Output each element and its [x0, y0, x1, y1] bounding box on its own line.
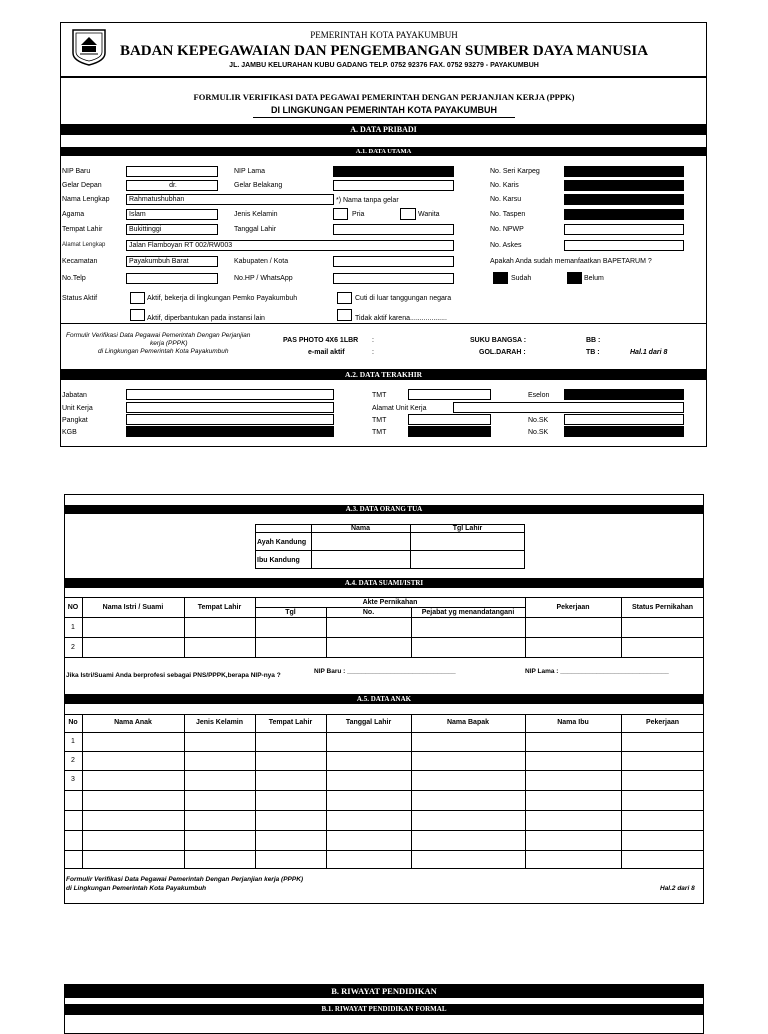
- spouse-header-akte: Akte Pernikahan: [362, 599, 418, 606]
- alamat-field[interactable]: Jalan Flamboyan RT 002/RW003: [126, 240, 454, 251]
- parents-row-ayah: Ayah Kandung: [257, 539, 307, 546]
- b1-bar: B.1. RIWAYAT PENDIDIKAN FORMAL: [64, 1004, 704, 1015]
- spouse-nip-question: Jika Istri/Suami Anda berprofesi sebagai PNS/PPPK,berapa NIP-nya ?: [66, 672, 281, 679]
- diperbantukan-checkbox[interactable]: [130, 309, 145, 321]
- nosk-2-field[interactable]: [564, 426, 684, 437]
- note2-line2: di Lingkungan Pemerintah Kota Payakumbuh: [66, 885, 207, 892]
- label-tmt-2: TMT: [372, 417, 387, 424]
- wanita-checkbox[interactable]: [400, 208, 416, 220]
- aktif-pemko-checkbox[interactable]: [130, 292, 145, 304]
- label-unit-kerja: Unit Kerja: [62, 405, 93, 412]
- label-tempat-lahir: Tempat Lahir: [62, 226, 103, 233]
- sudah-checkbox[interactable]: [493, 272, 508, 284]
- label-tmt-3: TMT: [372, 429, 387, 436]
- photo-label: PAS PHOTO 4X6 1LBR: [283, 337, 359, 344]
- photo-colon: :: [372, 337, 374, 344]
- label-nohp: No.HP / WhatsApp: [234, 275, 293, 282]
- suku-label: SUKU BANGSA :: [470, 337, 527, 344]
- note1-line1: Formulir Verifikasi Data Pegawai Pemerintah Dengan Perjanjian: [66, 332, 251, 339]
- children-row-rule-1: [64, 751, 704, 752]
- label-status-aktif: Status Aktif: [62, 295, 98, 302]
- section-a-bar: A. DATA PRIBADI: [60, 124, 707, 135]
- children-col-rule-7: [621, 714, 622, 869]
- label-nama-lengkap: Nama Lengkap: [62, 196, 110, 203]
- pangkat-field[interactable]: [126, 414, 334, 425]
- gov-line: PEMERINTAH KOTA PAYAKUMBUH: [310, 30, 458, 40]
- nosk-1-field[interactable]: [564, 414, 684, 425]
- label-pangkat: Pangkat: [62, 417, 88, 424]
- tidak-aktif-checkbox[interactable]: [337, 309, 352, 321]
- label-agama: Agama: [62, 211, 85, 218]
- label-jabatan: Jabatan: [62, 392, 87, 399]
- label-kabupaten: Kabupaten / Kota: [234, 258, 289, 265]
- children-header-ibu: Nama Ibu: [557, 719, 589, 726]
- children-row-rule-3: [64, 790, 704, 791]
- gelar-depan-field[interactable]: dr.: [126, 180, 218, 191]
- spouse-header-tgl: Tgl: [285, 609, 296, 616]
- belum-checkbox[interactable]: [567, 272, 582, 284]
- label-npwp: No. NPWP: [490, 226, 524, 233]
- label-cuti: Cuti di luar tanggungan negara: [355, 295, 452, 302]
- label-kecamatan: Kecamatan: [62, 258, 98, 265]
- children-col-rule-4: [326, 714, 327, 869]
- section-b-bar: B. RIWAYAT PENDIDIKAN: [64, 985, 704, 998]
- askes-field[interactable]: [564, 240, 684, 251]
- cuti-checkbox[interactable]: [337, 292, 352, 304]
- a1-bar: A.1. DATA UTAMA: [60, 147, 707, 156]
- nama-lengkap-field[interactable]: Rahmatushubhan: [126, 194, 334, 205]
- label-karsu: No. Karsu: [490, 196, 522, 203]
- form-title: FORMULIR VERIFIKASI DATA PEGAWAI PEMERINTAH DENGAN PERJANJIAN KERJA (PPPK): [193, 92, 575, 102]
- children-col-rule-1: [82, 714, 83, 869]
- spouse-header-status: Status Pernikahan: [631, 604, 694, 611]
- a5-bar: A.5. DATA ANAK: [64, 694, 704, 704]
- label-nama-tanpa-gelar: *) Nama tanpa gelar: [336, 197, 399, 204]
- karis-field[interactable]: [564, 180, 684, 191]
- children-row-no-2: 2: [71, 757, 75, 764]
- page1-number: Hal.1 dari 8: [630, 349, 668, 356]
- karsu-field[interactable]: [564, 194, 684, 205]
- label-askes: No. Askes: [490, 242, 522, 249]
- parents-header-tgl: Tgl Lahir: [452, 525, 483, 532]
- label-jenis-kelamin: Jenis Kelamin: [234, 211, 278, 218]
- spouse-header-nama: Nama Istri / Suami: [102, 604, 164, 611]
- children-header-pekerjaan: Pekerjaan: [645, 719, 680, 726]
- children-header-no: No: [68, 719, 78, 726]
- label-belum: Belum: [584, 275, 604, 282]
- label-tmt-1: TMT: [372, 392, 387, 399]
- label-sudah: Sudah: [511, 275, 532, 282]
- gelar-belakang-field[interactable]: [333, 180, 454, 191]
- children-col-rule-6: [525, 714, 526, 869]
- children-row-no-1: 1: [71, 738, 75, 745]
- npwp-field[interactable]: [564, 224, 684, 235]
- children-header-bapak: Nama Bapak: [446, 719, 490, 726]
- spouse-header-pekerjaan: Pekerjaan: [556, 604, 590, 611]
- a4-bar: A.4. DATA SUAMI/ISTRI: [64, 578, 704, 588]
- footer1-rule: [60, 323, 707, 324]
- kabupaten-field[interactable]: [333, 256, 454, 267]
- bb-label: BB :: [586, 337, 601, 344]
- label-taspen: No. Taspen: [490, 211, 526, 218]
- agency-address: JL. JAMBU KELURAHAN KUBU GADANG TELP. 0752 92376 FAX. 0752 93279 - PAYAKUMBUH: [229, 62, 539, 69]
- children-col-rule-3: [255, 714, 256, 869]
- children-row-rule-4: [64, 810, 704, 811]
- eselon-field[interactable]: [564, 389, 684, 400]
- subtitle-underline: [253, 117, 515, 118]
- spouse-header-rule: [64, 617, 704, 618]
- spouse-row-rule: [64, 637, 704, 638]
- tanggal-lahir-field[interactable]: [333, 224, 454, 235]
- form-subtitle: DI LINGKUNGAN PEMERINTAH KOTA PAYAKUMBUH: [270, 105, 497, 115]
- alamat-unit-field[interactable]: [453, 402, 684, 413]
- taspen-field[interactable]: [564, 209, 684, 220]
- label-bapetarum: Apakah Anda sudah memanfaatkan BAPETARUM ?: [490, 258, 652, 265]
- label-tidak-aktif: Tidak aktif karena...................: [355, 315, 447, 322]
- pria-checkbox[interactable]: [333, 208, 348, 220]
- email-colon: :: [372, 349, 374, 356]
- label-kgb: KGB: [62, 429, 77, 436]
- label-karis: No. Karis: [490, 182, 519, 189]
- label-gelar-belakang: Gelar Belakang: [234, 182, 283, 189]
- label-nip-lama: NIP Lama: [234, 168, 265, 175]
- agama-field[interactable]: Islam: [126, 209, 218, 220]
- label-nosk-2: No.SK: [528, 429, 549, 436]
- page2-number: Hal.2 dari 8: [660, 885, 695, 892]
- kecamatan-field[interactable]: Payakumbuh Barat: [126, 256, 218, 267]
- kgb-field[interactable]: [126, 426, 334, 437]
- parents-header-nama: Nama: [350, 525, 371, 532]
- spouse-header-no: NO: [67, 604, 79, 611]
- spouse-row-no-2: 2: [71, 644, 75, 651]
- tmt-2-field[interactable]: [408, 414, 491, 425]
- spouse-row-no-1: 1: [71, 624, 75, 631]
- spouse-nip-lama[interactable]: NIP Lama : ______________________________: [525, 668, 669, 675]
- label-gelar-depan: Gelar Depan: [62, 182, 102, 189]
- parents-row-ibu: Ibu Kandung: [257, 557, 300, 564]
- email-label: e-mail aktif: [308, 349, 345, 356]
- children-row-rule-6: [64, 850, 704, 851]
- label-wanita: Wanita: [418, 211, 440, 218]
- karpeg-field[interactable]: [564, 166, 684, 177]
- children-header-jenis: Jenis Kelamin: [195, 719, 244, 726]
- children-row-no-3: 3: [71, 776, 75, 783]
- tmt-1-field[interactable]: [408, 389, 491, 400]
- nip-lama-field[interactable]: [333, 166, 454, 177]
- note2-line1: Formulir Verifikasi Data Pegawai Pemerintah Dengan Perjanjian kerja (PPPK): [66, 876, 304, 883]
- spouse-nip-baru[interactable]: NIP Baru : ______________________________: [314, 668, 456, 675]
- label-karpeg: No. Seri Karpeg: [490, 168, 540, 175]
- spouse-header-tempat: Tempat Lahir: [197, 604, 242, 611]
- label-nip-baru: NIP Baru: [62, 168, 91, 175]
- children-col-rule-2: [184, 714, 185, 869]
- label-notelp: No.Telp: [62, 275, 86, 282]
- nohp-field[interactable]: [333, 273, 454, 284]
- children-table: [64, 714, 704, 869]
- unit-kerja-field[interactable]: [126, 402, 334, 413]
- label-alamat-unit: Alamat Unit Kerja: [372, 405, 427, 412]
- agency-name: BADAN KEPEGAWAIAN DAN PENGEMBANGAN SUMBER DAYA MANUSIA: [119, 43, 649, 59]
- goldarah-label: GOL.DARAH :: [479, 349, 526, 356]
- parents-row-rule: [255, 550, 525, 551]
- tb-label: TB :: [586, 349, 600, 356]
- label-alamat: Alamat Lengkap: [62, 242, 106, 248]
- a2-bar: A.2. DATA TERAKHIR: [60, 369, 707, 380]
- note1-line2: kerja (PPPK): [150, 340, 188, 347]
- children-col-rule-5: [411, 714, 412, 869]
- children-row-rule-5: [64, 830, 704, 831]
- header-rule: [60, 76, 707, 78]
- label-tanggal-lahir: Tanggal Lahir: [234, 226, 277, 233]
- jabatan-field[interactable]: [126, 389, 334, 400]
- label-nosk-1: No.SK: [528, 417, 549, 424]
- a3-bar: A.3. DATA ORANG TUA: [64, 505, 704, 514]
- children-header-tanggal: Tanggal Lahir: [345, 719, 392, 726]
- label-aktif-pemko: Aktif, bekerja di lingkungan Pemko Payakumbuh: [147, 295, 298, 302]
- label-pria: Pria: [352, 211, 365, 218]
- children-header-rule: [64, 732, 704, 733]
- tmt-3-field[interactable]: [408, 426, 491, 437]
- note1-line3: di Lingkungan Pemerintah Kota Payakumbuh: [98, 348, 229, 355]
- notelp-field[interactable]: [126, 273, 218, 284]
- children-row-rule-2: [64, 770, 704, 771]
- spouse-header-nomor: No.: [362, 609, 375, 616]
- nip-baru-field[interactable]: [126, 166, 218, 177]
- spouse-header-pejabat: Pejabat yg menandatangani: [421, 609, 515, 616]
- label-diperbantukan: Aktif, diperbantukan pada instansi lain: [147, 315, 265, 322]
- label-eselon: Eselon: [528, 392, 550, 399]
- children-header-tempat: Tempat Lahir: [268, 719, 313, 726]
- children-header-nama: Nama Anak: [114, 719, 152, 726]
- tempat-lahir-field[interactable]: Bukittinggi: [126, 224, 218, 235]
